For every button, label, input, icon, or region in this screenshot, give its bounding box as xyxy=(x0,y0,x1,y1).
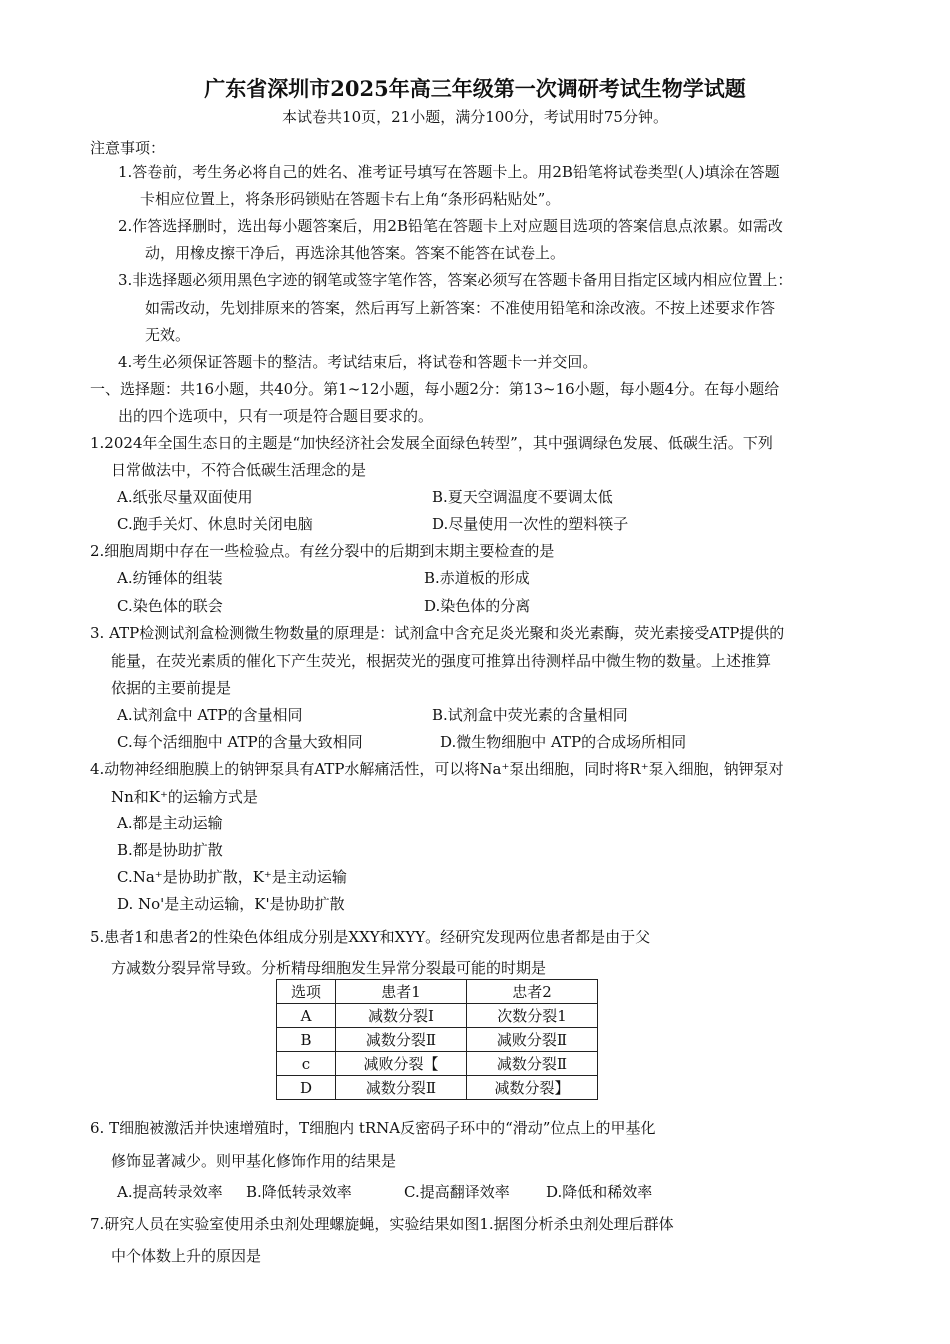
section-heading-cont: 出的四个选项中，只有一项是符合题目要求的。 xyxy=(118,407,434,425)
question-stem: 依据的主要前提是 xyxy=(111,679,232,697)
option-d[interactable]: D. No'是主动运输，K'是协助扩散 xyxy=(117,895,345,913)
table-cell: 减败分裂Ⅱ xyxy=(467,1028,598,1052)
table-row xyxy=(277,1028,598,1052)
question-stem: 1.2024年全国生态日的主题是“加快经济社会发展全面绿色转型”，其中强调绿色发展、低碳生活。下列 xyxy=(90,434,773,452)
note-line: 如需改动，先划排原来的答案，然后再写上新答案：不准使用铅笔和涂改液。不按上述要求作答 xyxy=(145,299,776,317)
option-a[interactable]: A.纺锤体的组装 xyxy=(117,569,223,587)
table-cell: 减数分裂Ⅱ xyxy=(336,1076,467,1100)
option-b[interactable]: B.降低转录效率 xyxy=(246,1183,352,1201)
note-line: 4.考生必须保证答题卡的整洁。考试结束后，将试卷和答题卡一并交回。 xyxy=(118,353,598,371)
question-stem: Nn和K⁺的运输方式是 xyxy=(111,788,258,806)
option-a[interactable]: A.提高转录效率 xyxy=(117,1183,223,1201)
option-a[interactable]: A.试剂盒中 ATP的含量相同 xyxy=(117,706,303,724)
option-b[interactable]: B.试剂盒中荧光素的含量相同 xyxy=(432,706,628,724)
question-stem: 方减数分裂异常导致。分析精母细胞发生异常分裂最可能的时期是 xyxy=(111,959,547,977)
question-stem: 3. ATP检测试剂盒检测微生物数量的原理是：试剂盒中含充足炎光聚和炎光素酶，荧光素接受ATP提供的 xyxy=(90,624,785,642)
notes-heading: 注意事项： xyxy=(90,139,166,157)
note-line: 1.答卷前，考生务必将自己的姓名、准考证号填写在答题卡上。用2B铅笔将试卷类型(人)填涂在答题 xyxy=(118,163,780,181)
note-line: 动，用橡皮擦干净后，再选涂其他答案。答案不能答在试卷上。 xyxy=(145,244,566,262)
option-b[interactable]: B.夏天空调温度不要调太低 xyxy=(432,488,613,506)
table-row xyxy=(277,1076,598,1100)
option-c[interactable]: C.每个活细胞中 ATP的含量大致相同 xyxy=(117,733,363,751)
table-cell: 减数分裂Ⅰ xyxy=(336,1004,467,1028)
table-cell: D xyxy=(277,1076,336,1100)
option-d[interactable]: D.染色体的分离 xyxy=(424,597,531,615)
option-d[interactable]: D.尽量使用一次性的塑料筷子 xyxy=(432,515,629,533)
option-b[interactable]: B.都是协助扩散 xyxy=(117,841,223,859)
table-cell: B xyxy=(277,1028,336,1052)
table-row xyxy=(277,1052,598,1076)
option-c[interactable]: C.跑手关灯、休息时关闭电脑 xyxy=(117,515,313,533)
table-cell: 减数分裂Ⅱ xyxy=(467,1052,598,1076)
question-stem: 日常做法中，不符合低碳生活理念的是 xyxy=(111,461,367,479)
table-cell: A xyxy=(277,1004,336,1028)
option-c[interactable]: C.染色体的联会 xyxy=(117,597,223,615)
question-stem: 2.细胞周期中存在一些检验点。有丝分裂中的后期到末期主要检查的是 xyxy=(90,542,555,560)
table-header-cell: 患者1 xyxy=(336,980,467,1004)
table-cell: 减数分裂】 xyxy=(467,1076,598,1100)
table-header-row xyxy=(277,980,598,1004)
question-stem: 7.研究人员在实验室使用杀虫剂处理螺旋蝇，实验结果如图1.据图分析杀虫剂处理后群体 xyxy=(90,1215,674,1233)
table-cell: c xyxy=(277,1052,336,1076)
note-line: 卡相应位置上，将条形码锁贴在答题卡右上角“条形码粘贴处”。 xyxy=(140,190,561,208)
question-stem: 4.动物神经细胞膜上的钠钾泵具有ATP水解痛活性，可以将Na⁺泵出细胞，同时将R⁺泵入细胞，钠钾泵对 xyxy=(90,760,784,778)
note-line: 无效。 xyxy=(145,326,191,344)
option-d[interactable]: D.微生物细胞中 ATP的合成场所相同 xyxy=(440,733,687,751)
table-header-cell: 忠者2 xyxy=(467,980,598,1004)
page-title: 广东省深圳市2025年高三年级第一次调研考试生物学试题 xyxy=(204,76,746,101)
section-heading: 一、选择题：共16小题，共40分。第1~12小题，每小题2分：第13~16小题，每小题4分。在每小题给 xyxy=(90,380,780,398)
option-c[interactable]: C.提高翻译效率 xyxy=(404,1183,510,1201)
note-line: 3.非选择题必须用黑色字迹的钢笔或签字笔作答，答案必须写在答题卡备用目指定区域内相应位置上： xyxy=(118,271,793,289)
note-line: 2.作答选择删时，选出每小题答案后，用2B铅笔在答题卡上对应题目选项的答案信息点浓累。如需改 xyxy=(118,217,783,235)
table-cell: 减数分裂Ⅱ xyxy=(336,1028,467,1052)
answer-table xyxy=(276,979,598,1100)
table-header-cell: 选项 xyxy=(277,980,336,1004)
question-stem: 能量，在荧光素质的催化下产生荧光，根据荧光的强度可推算出待测样品中微生物的数量。上述推算 xyxy=(111,652,772,670)
question-stem: 5.患者1和患者2的性染色体组成分别是XXY和XYY。经研究发现两位患者都是由于父 xyxy=(90,928,651,946)
option-a[interactable]: A.都是主动运输 xyxy=(117,814,223,832)
option-a[interactable]: A.纸张尽量双面使用 xyxy=(117,488,253,506)
option-d[interactable]: D.降低和稀效率 xyxy=(546,1183,653,1201)
question-stem: 修饰显著减少。则甲基化修饰作用的结果是 xyxy=(111,1152,397,1170)
table-cell: 次数分裂1 xyxy=(467,1004,598,1028)
table-cell: 减败分裂【 xyxy=(336,1052,467,1076)
option-b[interactable]: B.赤道板的形成 xyxy=(424,569,530,587)
question-stem: 中个体数上升的原因是 xyxy=(111,1247,262,1265)
question-stem: 6. T细胞被激活并快速增殖时，T细胞内 tRNA反密码子环中的“滑动”位点上的甲基化 xyxy=(90,1119,656,1137)
page-subtitle: 本试卷共10页，21小题，满分100分，考试用时75分钟。 xyxy=(282,108,668,126)
option-c[interactable]: C.Na⁺是协助扩散，K⁺是主动运输 xyxy=(117,868,347,886)
table-row xyxy=(277,1004,598,1028)
